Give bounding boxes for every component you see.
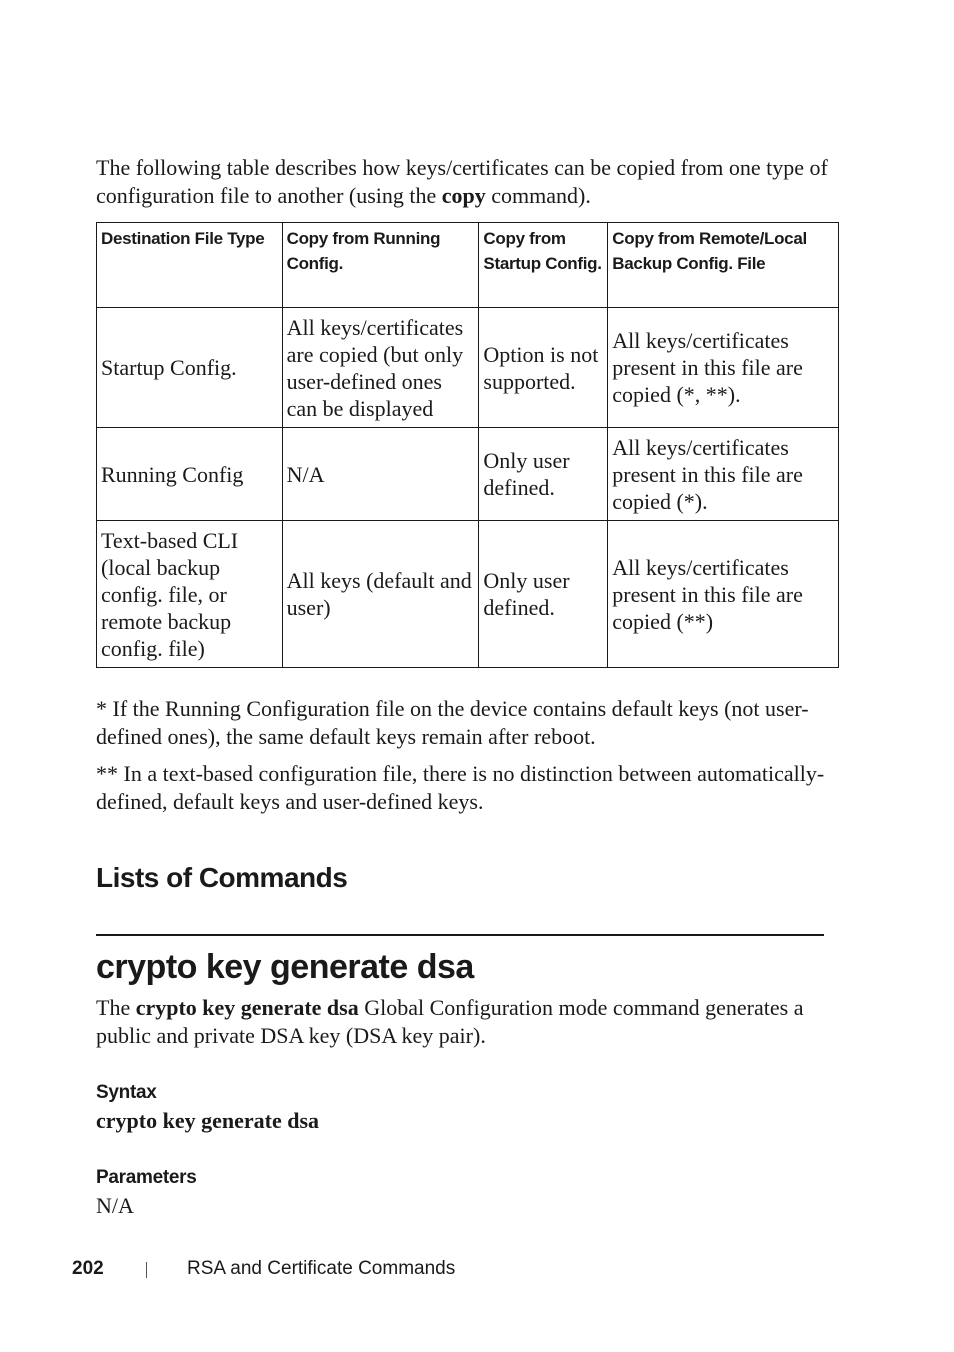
footnote-single-asterisk: * If the Running Configuration file on the device contains default keys (not user-defined ones), the same default keys remain after reboot. [96,696,809,749]
table-cell: All keys/certificates are copied (but only user-defined ones can be displayed [282,308,479,428]
table-cell: N/A [282,428,479,521]
description-command: crypto key generate dsa [135,995,359,1020]
page-number: 202 [72,1258,104,1279]
table-cell: Startup Config. [97,308,283,428]
table-header-cell: Copy from Remote/Local Backup Config. File [608,223,839,308]
syntax-heading: Syntax [96,1082,157,1103]
section-title: Lists of Commands [96,862,348,893]
table-cell: Running Config [97,428,283,521]
table-row [97,308,839,428]
parameters-text: N/A [96,1193,134,1218]
table-header-cell: Copy from Running Config. [282,223,479,308]
intro-text-after: command). [485,182,591,208]
footnote-double-asterisk: ** In a text-based configuration file, there is no distinction between automatically-defined, default keys and user-defined keys. [96,761,825,814]
description-text-after: Global Configuration mode command generates a public and private DSA key (DSA key pair). [96,995,804,1048]
command-description [96,994,836,1049]
table-cell: Only user defined. [479,521,608,668]
command-title: crypto key generate dsa [96,948,474,986]
table-header-cell: Copy from Startup Config. [479,223,608,308]
table-row [97,521,839,668]
footer-separator [146,1262,147,1278]
parameters-heading: Parameters [96,1167,197,1188]
table-cell: Option is not supported. [479,308,608,428]
divider [96,934,824,936]
key-copy-table [96,222,839,668]
table-cell: All keys (default and user) [282,521,479,668]
table-cell: All keys/certificates present in this file are copied (**) [608,521,839,668]
description-text-before: The [96,995,136,1020]
intro-text-before: The following table describes how keys/certificates can be copied from one type of configuration file to another (using the [96,155,828,208]
table-header-cell: Destination File Type [97,223,283,308]
intro-paragraph [96,154,836,209]
table-cell: Text-based CLI (local backup config. file, or remote backup config. file) [97,521,283,668]
table-cell: All keys/certificates present in this file are copied (*, **). [608,308,839,428]
table-cell: All keys/certificates present in this file are copied (*). [608,428,839,521]
intro-command: copy [441,182,486,208]
chapter-title: RSA and Certificate Commands [187,1258,456,1279]
table-cell: Only user defined. [479,428,608,521]
table-row [97,428,839,521]
syntax-text: crypto key generate dsa [96,1108,320,1133]
table-header-row [97,223,839,308]
